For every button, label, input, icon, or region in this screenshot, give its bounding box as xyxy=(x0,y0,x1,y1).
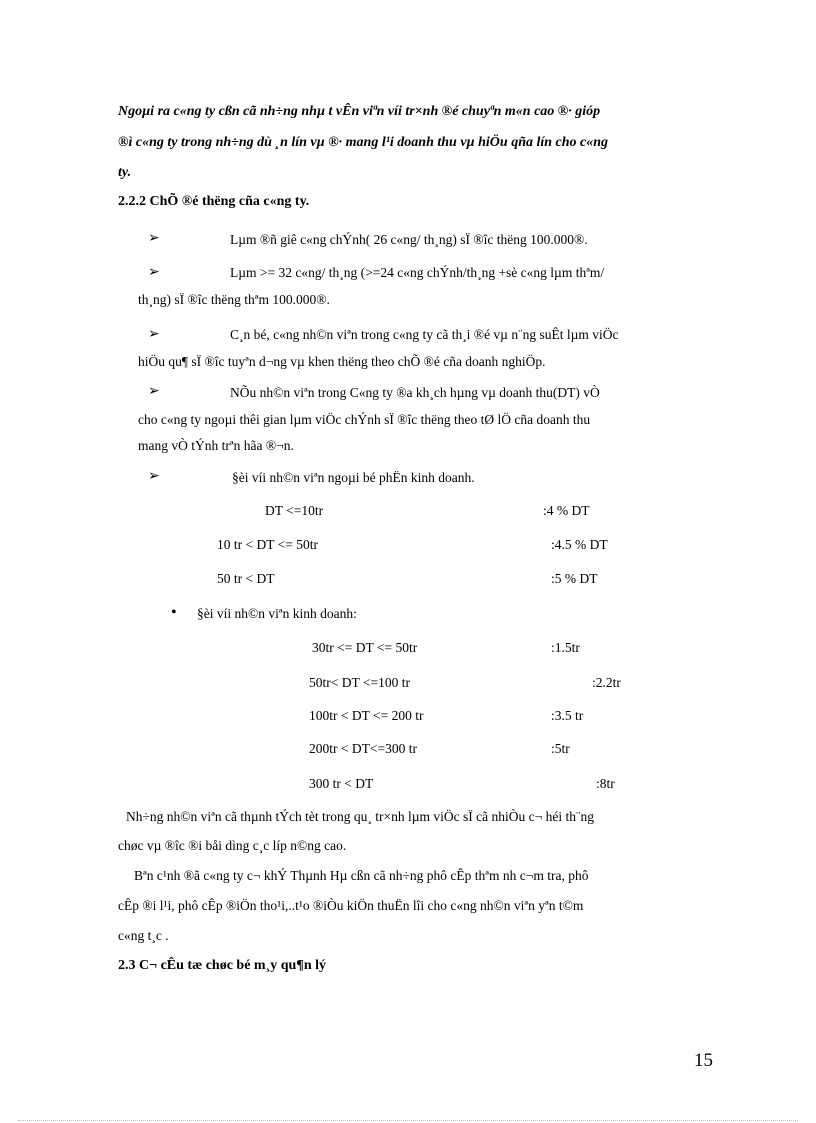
table2-condition: 50tr< DT <=100 tr xyxy=(309,675,410,690)
bullet-text-3-line-2: hiÖu qu¶ sÏ ®îc tuyªn d¬ng vµ khen thëng theo chÕ ®é cña doanh nghiÖp. xyxy=(138,354,546,369)
table2-condition: 300 tr < DT xyxy=(309,776,374,791)
bullet-text-5: §èi víi nh©n viªn ngoµi bé phËn kinh doanh. xyxy=(232,470,475,485)
table2-rate: :5tr xyxy=(551,741,570,756)
table1-rate: :5 % DT xyxy=(551,571,598,586)
table1-rate: :4 % DT xyxy=(543,503,590,518)
bullet-text-3-line-1: C¸n bé, c«ng nh©n viªn trong c«ng ty cã th¸i ®é vµ n¨ng suÊt lµm viÖc xyxy=(230,327,619,342)
intro-line-2: ®ì c«ng ty trong nh÷ng dù ¸n lín vµ ®· mang l¹i doanh thu vµ hiÖu qña lín cho c«ng xyxy=(118,135,609,150)
table1-rate: :4.5 % DT xyxy=(551,537,608,552)
board-paragraph-line-3: c«ng t¸c . xyxy=(118,928,169,943)
table2-rate: :1.5tr xyxy=(551,640,580,655)
arrow-bullet-icon: ➢ xyxy=(148,265,160,280)
section-heading-2-2-2: 2.2.2 ChÕ ®é thëng cña c«ng ty. xyxy=(118,194,310,209)
table2-condition: 200tr < DT<=300 tr xyxy=(309,741,417,756)
table2-rate: :8tr xyxy=(596,776,615,791)
arrow-bullet-icon: ➢ xyxy=(148,469,160,484)
table2-rate: :2.2tr xyxy=(592,675,621,690)
bullet-text-6: §èi víi nh©n viªn kinh doanh: xyxy=(197,606,357,621)
dot-bullet-icon: • xyxy=(171,604,177,621)
table1-condition: 10 tr < DT <= 50tr xyxy=(217,537,318,552)
arrow-bullet-icon: ➢ xyxy=(148,327,160,342)
bullet-text-4-line-3: mang vÒ tÝnh trªn hãa ®¬n. xyxy=(138,438,294,453)
section-heading-2-3: 2.3 C¬ cÊu tæ chøc bé m¸y qu¶n lý xyxy=(118,958,327,973)
bullet-text-2-line-2: th¸ng) sÏ ®îc thëng thªm 100.000®. xyxy=(138,292,330,307)
bullet-text-4-line-2: cho c«ng ty ngoµi thêi gian lµm viÖc chÝnh sÏ ®îc thëng theo tØ lÖ cña doanh thu xyxy=(138,412,591,427)
table1-condition: DT <=10tr xyxy=(265,503,324,518)
table2-rate: :3.5 tr xyxy=(551,708,584,723)
bullet-text-2-line-1: Lµm >= 32 c«ng/ th¸ng (>=24 c«ng chÝnh/th¸ng +sè c«ng lµm thªm/ xyxy=(230,265,605,280)
page-number: 15 xyxy=(694,1050,713,1071)
table2-condition: 100tr < DT <= 200 tr xyxy=(309,708,424,723)
staff-paragraph-line-2: chøc vµ ®îc ®i båi dìng c¸c líp n©ng cao. xyxy=(118,838,347,853)
intro-line-1: Ngoµi ra c«ng ty cßn cã nh÷ng nhµ t vÊn viªn víi tr×nh ®é chuyªn m«n cao ®· gióp xyxy=(118,104,601,119)
board-paragraph-line-1: Bªn c¹nh ®ã c«ng ty c¬ khÝ Thµnh Hµ cßn cã nh÷ng phô cÊp thªm nh c¬m tra, phô xyxy=(134,868,589,883)
intro-line-3: ty. xyxy=(118,165,132,180)
staff-paragraph-line-1: Nh÷ng nh©n viªn cã thµnh tÝch tèt trong qu¸ tr×nh lµm viÖc sÏ cã nhiÒu c¬ héi th¨ng xyxy=(126,809,594,824)
arrow-bullet-icon: ➢ xyxy=(148,231,160,246)
table2-condition: 30tr <= DT <= 50tr xyxy=(312,640,418,655)
table1-condition: 50 tr < DT xyxy=(217,571,275,586)
board-paragraph-line-2: cÊp ®i l¹i, phô cÊp ®iÖn tho¹i,..t¹o ®iÒu kiÖn thuËn lîi cho c«ng nh©n viªn yªn t©m xyxy=(118,898,584,913)
bullet-text-4-line-1: NÕu nh©n viªn trong C«ng ty ®a kh¸ch hµng vµ doanh thu(DT) vÒ xyxy=(230,385,600,400)
arrow-bullet-icon: ➢ xyxy=(148,384,160,399)
page-bottom-divider xyxy=(18,1120,798,1121)
bullet-text-1: Lµm ®ñ giê c«ng chÝnh( 26 c«ng/ th¸ng) sÏ ®îc thëng 100.000®. xyxy=(230,232,588,247)
